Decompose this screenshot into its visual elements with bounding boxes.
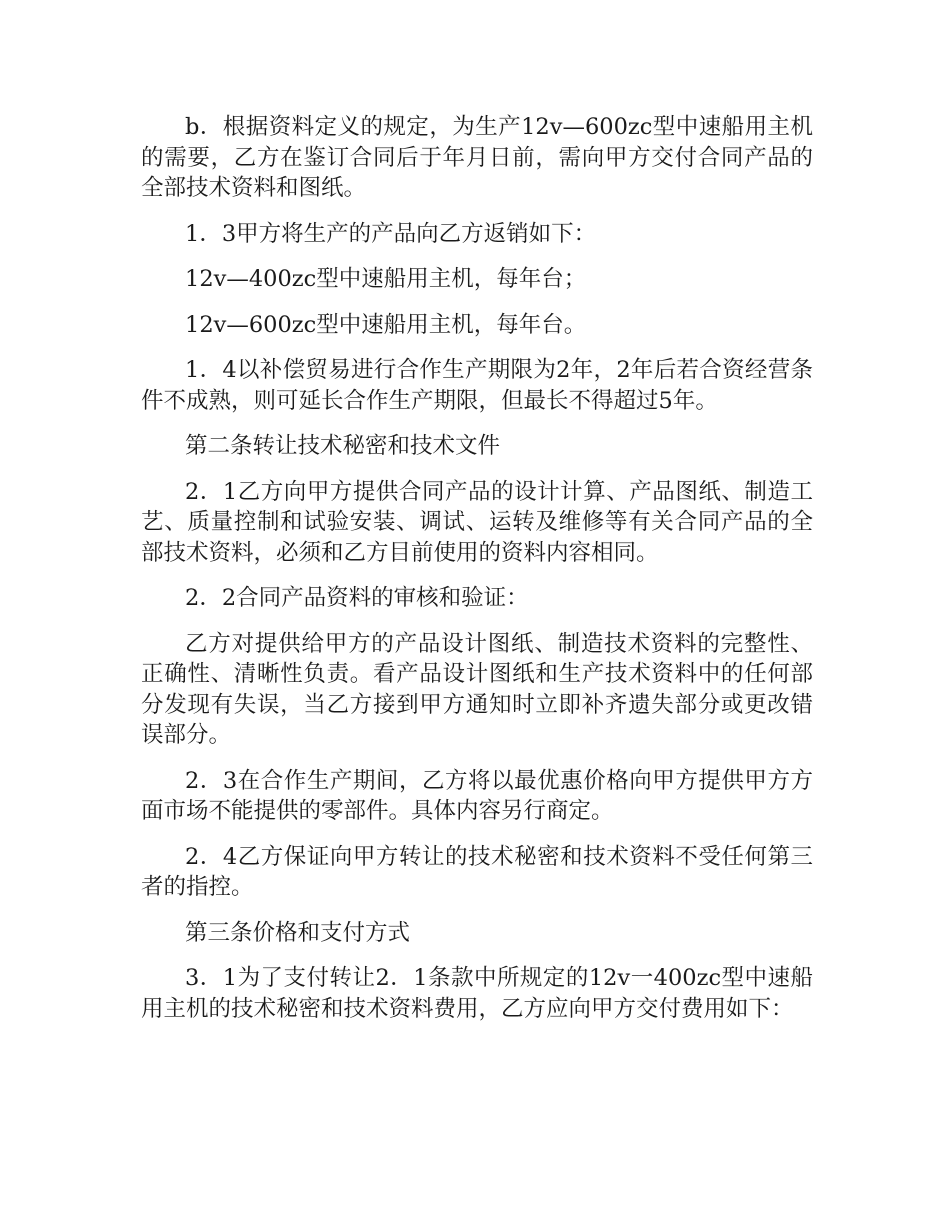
paragraph-2-1: 2．1乙方向甲方提供合同产品的设计计算、产品图纸、制造工艺、质量控制和试验安装、调试、运转及维修等有关合同产品的全部技术资料，必须和乙方目前使用的资料内容相同。	[141, 478, 813, 566]
paragraph-400zc-engine: 12v—400zc型中速船用主机，每年台；	[185, 266, 587, 292]
paragraph-1-4-term: 1．4以补偿贸易进行合作生产期限为2年，2年后若合资经营条件不成熟，则可延长合作生产期限，但最长不得超过5年。	[141, 357, 813, 414]
section-heading-article-3: 第三条价格和支付方式	[185, 919, 411, 946]
paragraph-2-3: 2．3在合作生产期间，乙方将以最优惠价格向甲方提供甲方方面市场不能提供的零部件。具体内容另行商定。	[141, 767, 813, 824]
paragraph-600zc-engine: 12v—600zc型中速船用主机，每年台。	[185, 311, 587, 338]
paragraph-3-1: 3．1为了支付转让2．1条款中所规定的12v一400zc型中速船用主机的技术秘密和技术资料费用，乙方应向甲方交付费用如下：	[141, 965, 813, 1022]
paragraph-2-4: 2．4乙方保证向甲方转让的技术秘密和技术资料不受任何第三者的指控。	[141, 843, 813, 900]
paragraph-2-2: 2．2合同产品资料的审核和验证：	[185, 585, 529, 611]
paragraph-2-2-detail: 乙方对提供给甲方的产品设计图纸、制造技术资料的完整性、正确性、清晰性负责。看产品设计图纸和生产技术资料中的任何部分发现有失误，当乙方接到甲方通知时立即补齐遗失部分或更改错误部分。	[141, 630, 813, 748]
document-page	[141, 112, 813, 1039]
paragraph-1-3-buyback: 1．3甲方将生产的产品向乙方返销如下：	[185, 220, 597, 247]
section-heading-article-2: 第二条转让技术秘密和技术文件	[185, 433, 501, 459]
paragraph-b-technical-data: b．根据资料定义的规定，为生产12v—600zc型中速船用主机的需要，乙方在鉴订合同后于年月日前，需向甲方交付合同产品的全部技术资料和图纸。	[141, 114, 813, 201]
